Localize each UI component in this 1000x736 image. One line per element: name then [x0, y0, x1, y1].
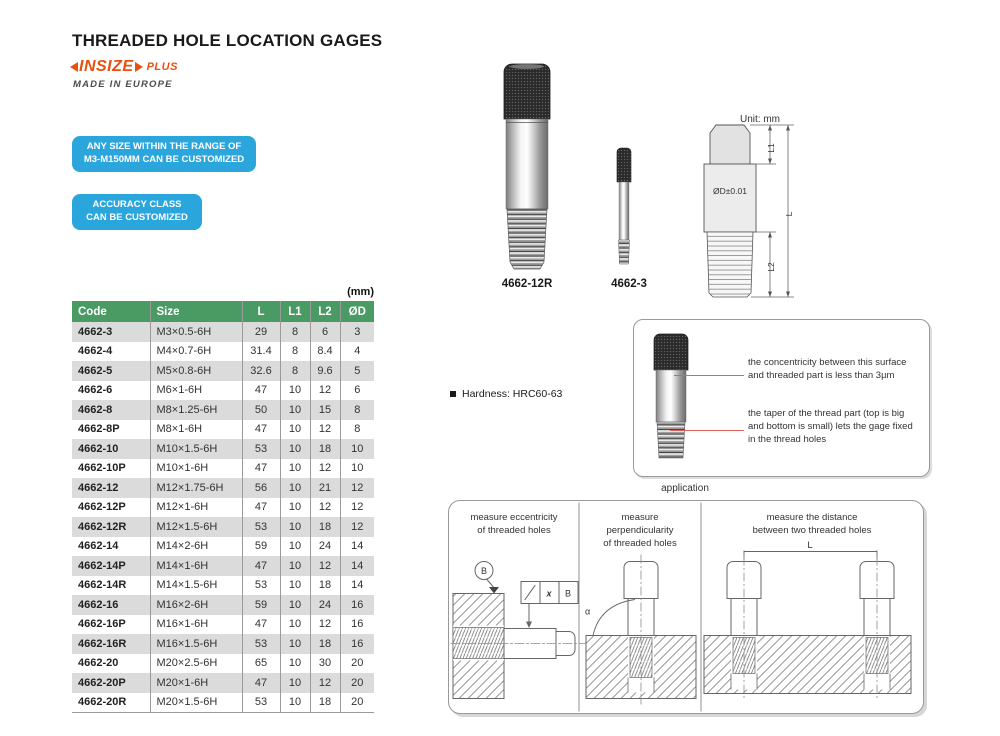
table-cell: 4662-4 [78, 345, 113, 358]
table-cell: 6 [340, 381, 374, 401]
table-cell: 10 [280, 556, 310, 576]
badge-line: CAN BE CUSTOMIZED [86, 211, 188, 223]
table-cell: 8 [280, 322, 310, 342]
table-cell: 4662-5 [78, 364, 113, 377]
table-cell: 30 [310, 654, 340, 674]
column-header: L1 [280, 301, 310, 322]
table-row [72, 615, 374, 635]
product-label: 4662-3 [611, 278, 647, 290]
table-cell: 10 [280, 615, 310, 635]
table-cell: M16×1-6H [150, 615, 242, 635]
table-cell: 4662-14P [78, 559, 126, 572]
datum-triangle-icon [489, 587, 499, 594]
threaded-part [507, 209, 547, 269]
dim-label-l2: L2 [766, 262, 776, 272]
dim-label-l1: L1 [766, 143, 776, 153]
table-cell: 4662-12P [78, 501, 126, 514]
table-cell: 4662-20R [78, 696, 127, 709]
drawing-body [704, 164, 756, 232]
table-cell: M10×1.5-6H [150, 439, 242, 459]
table-cell: 18 [310, 439, 340, 459]
callout-leader-line [674, 375, 744, 376]
column-header: ØD [340, 301, 374, 322]
table-cell: M3×0.5-6H [150, 322, 242, 342]
note-line: the taper of the thread part (top is big [748, 408, 905, 419]
table-row [72, 478, 374, 498]
table-cell: 4662-16 [78, 598, 119, 611]
badge-line: ACCURACY CLASS [92, 199, 182, 210]
table-row [72, 556, 374, 576]
table-cell: 53 [242, 439, 280, 459]
table-cell: 47 [242, 673, 280, 693]
table-cell: 29 [242, 322, 280, 342]
concentricity-note [748, 357, 906, 383]
table-row [72, 634, 374, 654]
table-cell: 18 [310, 576, 340, 596]
table-cell: 15 [310, 400, 340, 420]
badge-line: ANY SIZE WITHIN THE RANGE OF [86, 141, 242, 152]
table-cell: 10 [280, 595, 310, 615]
table-cell: 20 [340, 654, 374, 674]
table-cell: 10 [280, 517, 310, 537]
distance-diagram [704, 540, 911, 699]
brand-logo [70, 58, 178, 76]
table-cell: 18 [310, 517, 340, 537]
logo-tagline: MADE IN EUROPE [73, 79, 173, 90]
table-cell: M8×1.25-6H [150, 400, 242, 420]
table-unit-label: (mm) [347, 286, 374, 298]
callout-product-photo [648, 332, 696, 464]
table-cell: 10 [280, 439, 310, 459]
table-cell: 20 [340, 693, 374, 713]
table-cell: 4662-14 [78, 540, 119, 553]
table-cell: 14 [340, 576, 374, 596]
distance-dim-line [744, 551, 877, 560]
table-cell: M12×1.5-6H [150, 517, 242, 537]
table-cell: 50 [242, 400, 280, 420]
heading-line: between two threaded holes [752, 524, 872, 536]
table-cell: 10 [280, 654, 310, 674]
table-cell: 59 [242, 595, 280, 615]
table-row [72, 654, 374, 674]
table-cell: 8 [340, 400, 374, 420]
cylindrical-body [619, 182, 629, 240]
panel-heading-perpendicularity [579, 512, 701, 550]
eccentricity-diagram [451, 562, 585, 699]
table-cell: 4662-10P [78, 462, 126, 475]
table-cell: 10 [280, 673, 310, 693]
product-photo-4662-3 [608, 146, 640, 270]
table-cell: 4662-16R [78, 637, 127, 650]
dim-label-l: L [784, 211, 794, 217]
table-cell: 12 [310, 459, 340, 479]
cylindrical-body [506, 119, 548, 209]
column-header: L [242, 301, 280, 322]
table-cell: 14 [340, 556, 374, 576]
table-cell: 12 [310, 673, 340, 693]
logo-plus-text: PLUS [146, 61, 178, 73]
table-cell: 12 [310, 420, 340, 440]
note-line: and bottom is small) lets the gage fixed [748, 420, 913, 432]
logo-right-arrow-icon [135, 62, 143, 72]
table-cell: 24 [310, 595, 340, 615]
table-cell: 10 [280, 381, 310, 401]
product-label: 4662-12R [501, 278, 553, 290]
table-cell: M20×1.5-6H [150, 693, 242, 713]
table-cell: 65 [242, 654, 280, 674]
table-cell: 10 [280, 420, 310, 440]
fcf-tolerance: x [546, 588, 552, 599]
table-cell: 4662-12R [78, 520, 127, 533]
product-photo-4662-12R [496, 62, 558, 274]
table-cell: 53 [242, 576, 280, 596]
table-row [72, 439, 374, 459]
application-title: application [661, 483, 709, 494]
table-cell: 10 [280, 459, 310, 479]
fcf-datum: B [564, 588, 572, 599]
threaded-part [657, 422, 685, 458]
heading-line: measure eccentricity [470, 512, 558, 523]
heading-line: of threaded holes [603, 537, 677, 549]
table-cell: 47 [242, 498, 280, 518]
table-cell: 47 [242, 420, 280, 440]
table-cell: M12×1-6H [150, 498, 242, 518]
table-cell: 10 [340, 459, 374, 479]
table-header-row [72, 301, 374, 322]
table-cell: 31.4 [242, 342, 280, 362]
table-cell: 20 [340, 673, 374, 693]
table-cell: M10×1-6H [150, 459, 242, 479]
perpendicularity-diagram [585, 555, 696, 705]
table-cell: 12 [340, 517, 374, 537]
table-cell: 4662-10 [78, 442, 119, 455]
table-cell: M14×1.5-6H [150, 576, 242, 596]
table-row [72, 537, 374, 557]
table-cell: 12 [340, 478, 374, 498]
table-cell: 8.4 [310, 342, 340, 362]
table-cell: 4662-8 [78, 403, 113, 416]
knurled-grip [504, 64, 550, 119]
table-row [72, 322, 374, 342]
table-cell: 4662-16P [78, 618, 126, 631]
drawing-grip [710, 125, 750, 164]
table-cell: M4×0.7-6H [150, 342, 242, 362]
table-cell: 4662-14R [78, 579, 127, 592]
table-cell: 4662-3 [78, 325, 113, 338]
table-cell: 10 [280, 478, 310, 498]
table-cell: 53 [242, 634, 280, 654]
threaded-part [619, 240, 630, 264]
dimension-drawing [690, 100, 825, 305]
panel-heading-eccentricity [449, 512, 579, 538]
heading-line: perpendicularity [606, 524, 674, 536]
table-row [72, 361, 374, 381]
table-row [72, 673, 374, 693]
application-box [448, 500, 924, 714]
table-cell: 12 [340, 498, 374, 518]
logo-brand-text: INSIZE [79, 58, 134, 75]
table-cell: 53 [242, 517, 280, 537]
table-cell: 12 [310, 381, 340, 401]
fcf-arrow-icon [526, 622, 532, 629]
heading-line: measure the distance [766, 512, 858, 523]
table-cell: 4 [340, 342, 374, 362]
table-cell: 12 [310, 556, 340, 576]
table-cell: 10 [340, 439, 374, 459]
table-cell: 10 [280, 693, 310, 713]
page-title: THREADED HOLE LOCATION GAGES [72, 31, 383, 50]
table-row [72, 693, 374, 713]
table-cell: M20×1-6H [150, 673, 242, 693]
note-line: the concentricity between this surface [748, 357, 907, 368]
table-cell: 24 [310, 537, 340, 557]
table-cell: 16 [340, 634, 374, 654]
table-row [72, 576, 374, 596]
customization-badge-size [72, 136, 256, 172]
table-cell: 10 [280, 634, 310, 654]
hardness-note [450, 388, 562, 400]
table-cell: 4662-12 [78, 481, 119, 494]
table-cell: 47 [242, 615, 280, 635]
distance-dim-label: L [807, 540, 813, 551]
table-cell: 21 [310, 478, 340, 498]
column-header: Size [150, 301, 242, 322]
note-line: and threaded part is less than 3µm [748, 369, 895, 381]
table-cell: 18 [310, 634, 340, 654]
customization-badge-accuracy [72, 194, 202, 230]
panel-heading-distance [701, 512, 923, 538]
square-bullet-icon [450, 391, 456, 397]
spec-table [72, 301, 374, 713]
knurled-grip [617, 148, 631, 182]
table-row [72, 342, 374, 362]
feature-callout-box [633, 319, 930, 477]
table-cell: 14 [340, 537, 374, 557]
knurled-grip [654, 334, 688, 370]
grip-top-face [510, 64, 544, 69]
cylindrical-body [656, 370, 686, 422]
table-cell: M14×2-6H [150, 537, 242, 557]
table-row [72, 498, 374, 518]
table-cell: 4662-20 [78, 657, 119, 670]
table-cell: 12 [310, 615, 340, 635]
logo-left-arrow-icon [70, 62, 78, 72]
table-cell: M16×1.5-6H [150, 634, 242, 654]
table-cell: 10 [280, 498, 310, 518]
table-cell: M14×1-6H [150, 556, 242, 576]
table-cell: 8 [340, 420, 374, 440]
table-cell: 16 [340, 595, 374, 615]
table-cell: 18 [310, 693, 340, 713]
table-cell: M5×0.8-6H [150, 361, 242, 381]
table-cell: 59 [242, 537, 280, 557]
heading-line: of threaded holes [477, 524, 551, 536]
table-cell: 8 [280, 342, 310, 362]
table-cell: 10 [280, 576, 310, 596]
table-cell: 4662-20P [78, 676, 126, 689]
thread-engagement [453, 628, 504, 659]
table-cell: 4662-8P [78, 423, 120, 436]
table-row [72, 381, 374, 401]
table-row [72, 420, 374, 440]
table-cell: 12 [310, 498, 340, 518]
diameter-label: ØD±0.01 [713, 186, 747, 196]
table-cell: M8×1-6H [150, 420, 242, 440]
callout-leader-line [670, 430, 744, 431]
heading-line: measure [621, 512, 659, 523]
table-cell: 47 [242, 459, 280, 479]
table-cell: 47 [242, 381, 280, 401]
table-cell: 6 [310, 322, 340, 342]
table-cell: 8 [280, 361, 310, 381]
drawing-thread-lines [707, 232, 753, 297]
table-cell: 47 [242, 556, 280, 576]
datum-leader [487, 579, 494, 587]
table-cell: M16×2-6H [150, 595, 242, 615]
note-line: in the thread holes [748, 433, 827, 445]
table-cell: 32.6 [242, 361, 280, 381]
table-row [72, 400, 374, 420]
column-header: L2 [310, 301, 340, 322]
column-header: Code [72, 301, 150, 322]
table-row [72, 595, 374, 615]
unit-label: Unit: mm [740, 114, 780, 125]
table-cell: 10 [280, 400, 310, 420]
taper-note [748, 408, 913, 446]
table-cell: 5 [340, 361, 374, 381]
table-cell: 9.6 [310, 361, 340, 381]
table-row [72, 459, 374, 479]
badge-line: M3-M150MM CAN BE CUSTOMIZED [83, 153, 245, 165]
table-cell: 56 [242, 478, 280, 498]
table-cell: 53 [242, 693, 280, 713]
table-cell: 16 [340, 615, 374, 635]
datum-label: B [480, 566, 488, 576]
table-row [72, 517, 374, 537]
table-cell: 4662-6 [78, 384, 113, 397]
table-cell: 10 [280, 537, 310, 557]
table-cell: 3 [340, 322, 374, 342]
hardness-text: Hardness: HRC60-63 [462, 388, 563, 400]
angle-label: α [585, 606, 591, 617]
table-cell: M12×1.75-6H [150, 478, 242, 498]
table-cell: M20×2.5-6H [150, 654, 242, 674]
table-cell: M6×1-6H [150, 381, 242, 401]
